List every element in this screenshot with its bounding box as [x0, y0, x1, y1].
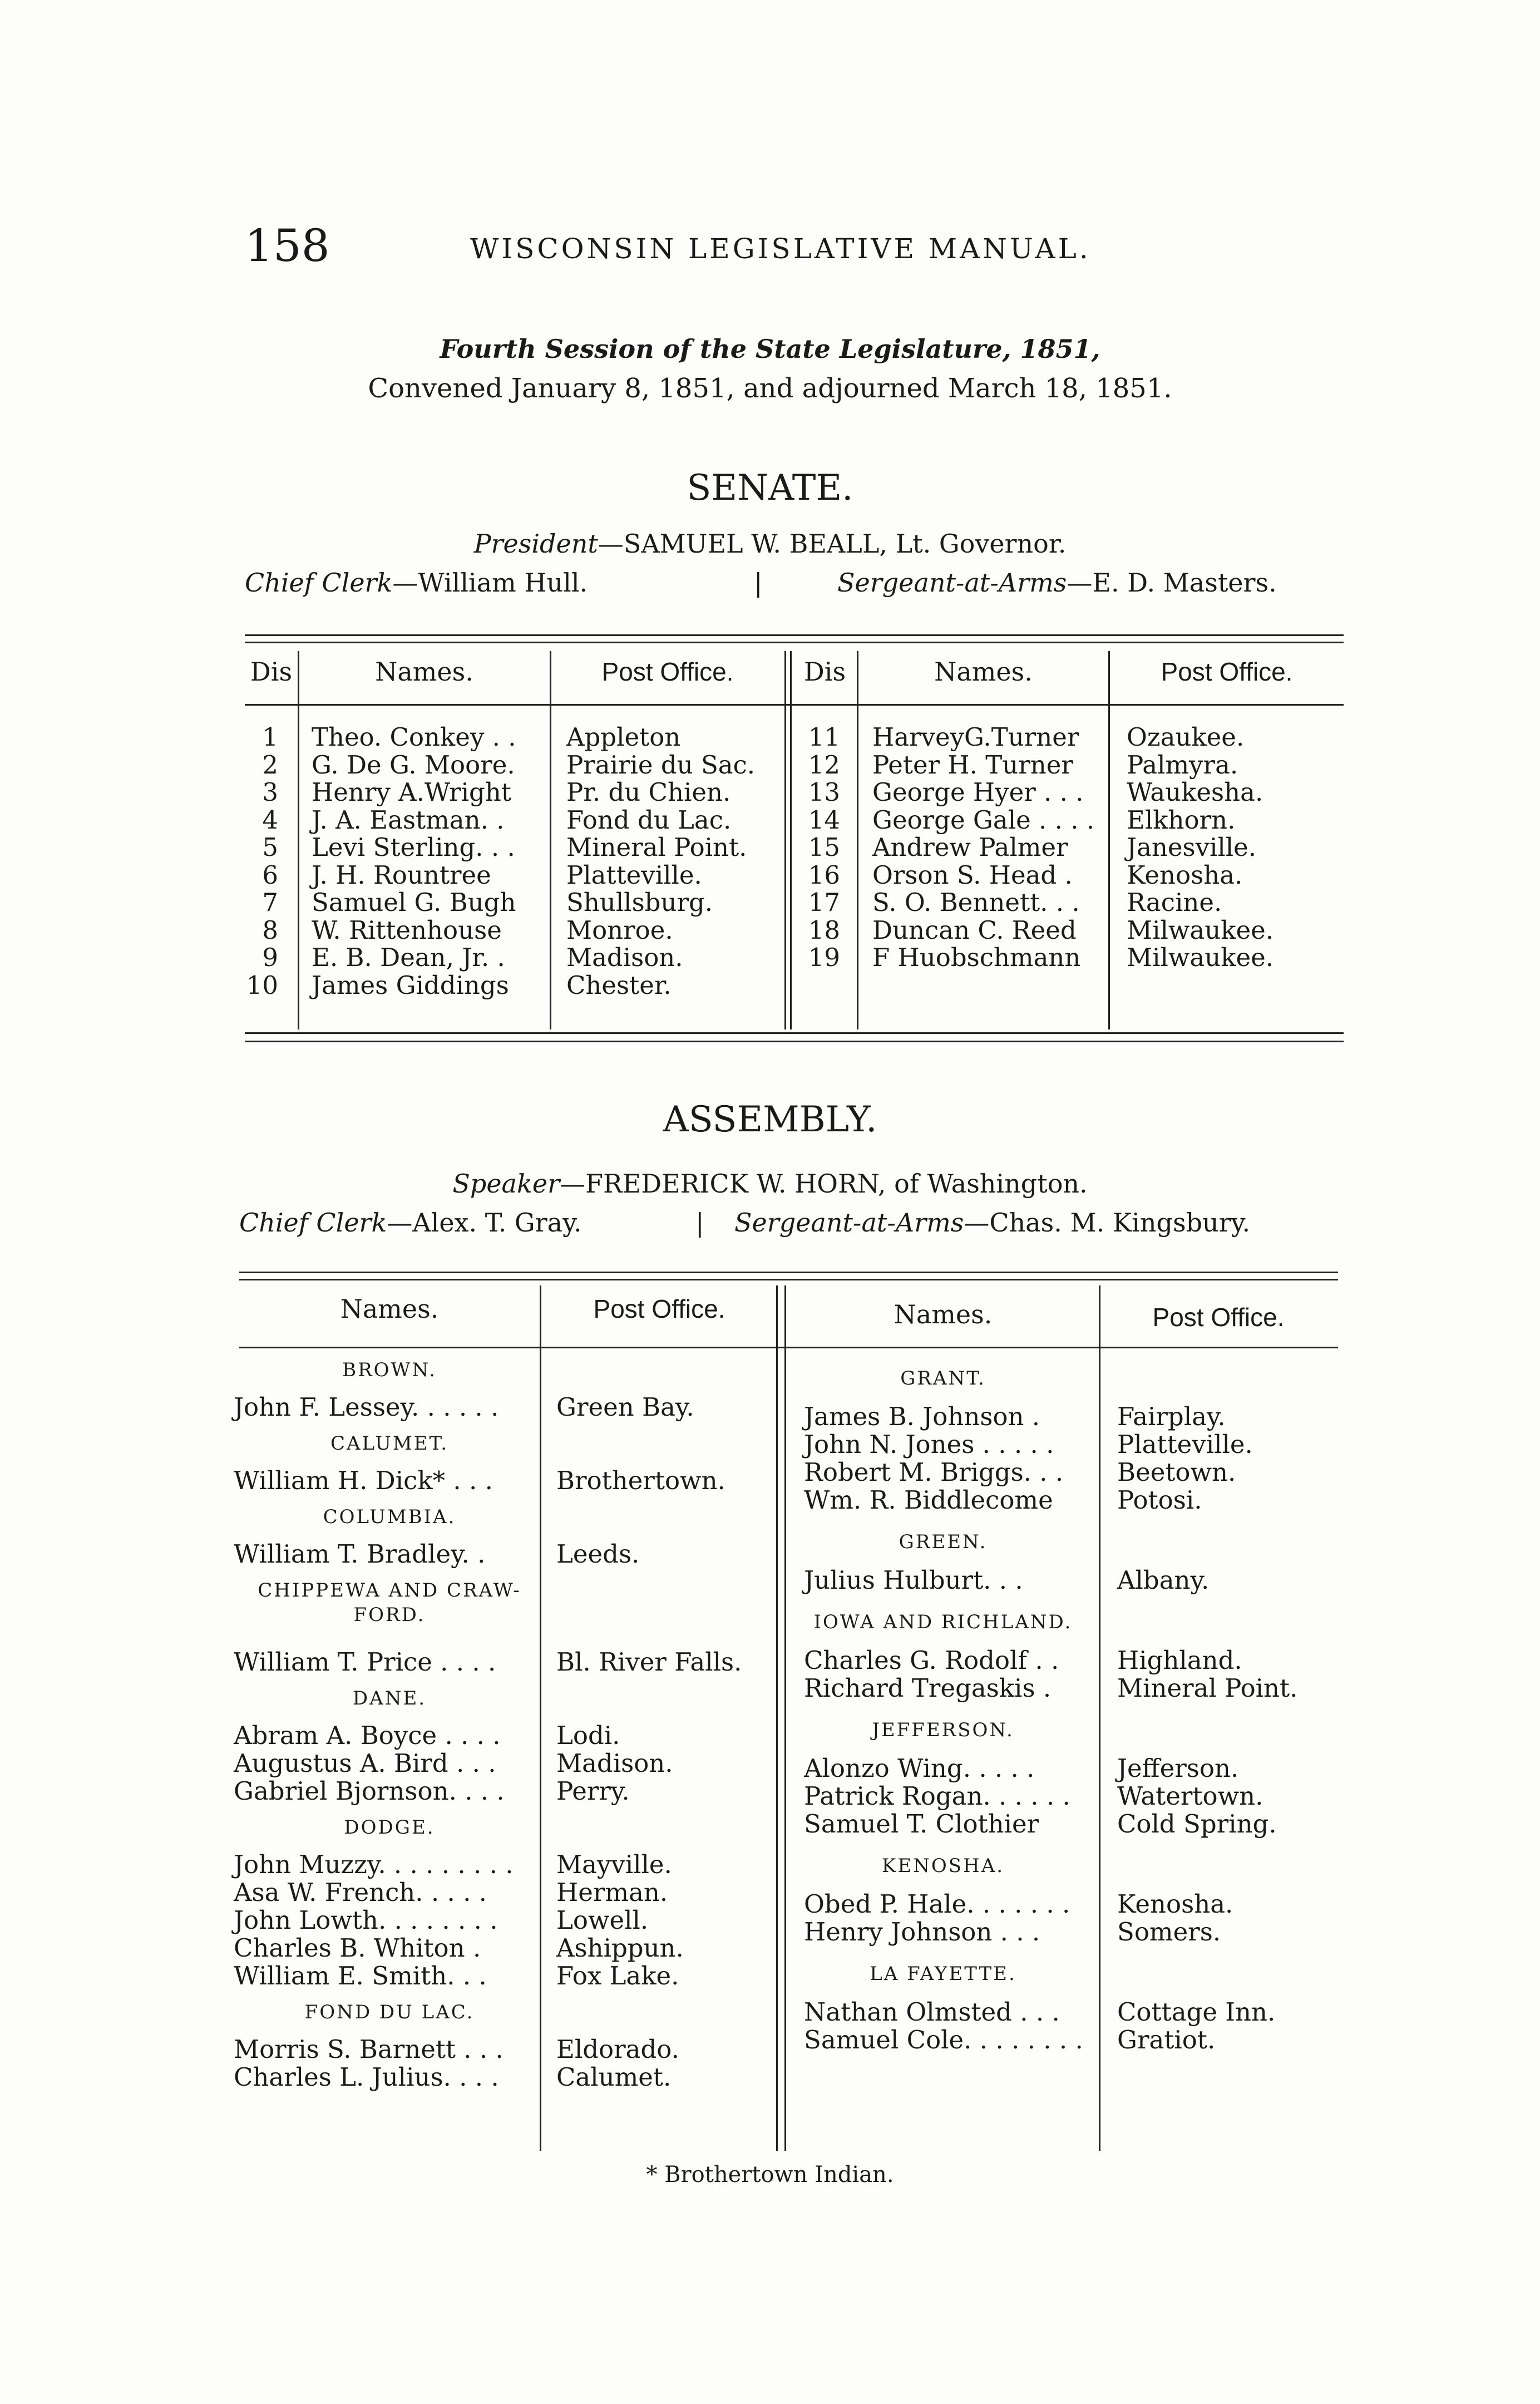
district-number: 1	[262, 722, 278, 752]
member-name: Julius Hulburt. . .	[804, 1565, 1023, 1595]
county-heading: IOWA AND RICHLAND.	[813, 1611, 1073, 1633]
sergeant-label: Sergeant-at-Arms	[734, 1208, 964, 1238]
officer-divider: |	[754, 568, 763, 598]
senator-post-office: Kenosha.	[1127, 860, 1243, 890]
senator-name: Peter H. Turner	[872, 750, 1073, 780]
county-heading: COLUMBIA.	[323, 1506, 456, 1528]
member-name: Robert M. Briggs. . .	[804, 1457, 1064, 1487]
senate-col-divider	[1108, 651, 1110, 1029]
senator-post-office: Janesville.	[1127, 832, 1257, 862]
member-post-office: Gratiot.	[1117, 2025, 1216, 2055]
member-post-office: Lodi.	[556, 1721, 620, 1750]
county-heading: CALUMET.	[330, 1432, 449, 1455]
district-number: 12	[808, 750, 840, 780]
member-post-office: Jefferson.	[1117, 1753, 1239, 1783]
district-number: 3	[262, 777, 278, 807]
member-post-office: Ashippun.	[556, 1933, 684, 1963]
sergeant-label: Sergeant-at-Arms	[837, 568, 1067, 598]
member-name: William E. Smith. . .	[234, 1961, 487, 1991]
senator-post-office: Elkhorn.	[1127, 805, 1236, 835]
session-dates: Convened January 8, 1851, and adjourned March 18, 1851.	[368, 373, 1172, 404]
member-name: Obed P. Hale. . . . . . .	[804, 1889, 1070, 1919]
senate-col-divider	[550, 651, 551, 1029]
senator-name: W. Rittenhouse	[312, 915, 502, 945]
senate-col-post: Post Office.	[601, 657, 734, 686]
member-name: Gabriel Bjornson. . . .	[234, 1776, 505, 1806]
member-name: Charles B. Whiton .	[234, 1933, 481, 1963]
member-name: Patrick Rogan. . . . . .	[804, 1781, 1070, 1811]
session-title: Fourth Session of the State Legislature, 1851,	[440, 334, 1100, 364]
sergeant-value: —E. D. Masters.	[1067, 568, 1277, 598]
member-post-office: Green Bay.	[556, 1392, 694, 1422]
district-number: 6	[262, 860, 278, 890]
speaker-value: —FREDERICK W. HORN, of Washington.	[560, 1169, 1088, 1199]
assembly-col-names-right: Names.	[894, 1299, 993, 1329]
assembly-sergeant-line	[734, 1208, 1250, 1238]
district-number: 2	[262, 750, 278, 780]
assembly-col-divider	[776, 1285, 778, 2151]
senator-name: Orson S. Head .	[872, 860, 1073, 890]
member-name: Wm. R. Biddlecome	[804, 1485, 1053, 1515]
member-post-office: Watertown.	[1117, 1781, 1263, 1811]
senator-post-office: Platteville.	[566, 860, 702, 890]
senate-col-dis: Dis	[250, 657, 293, 687]
assembly-col-names-left: Names.	[340, 1294, 439, 1324]
assembly-col-divider	[540, 1285, 541, 2151]
assembly-col-post-right: Post Office.	[1152, 1303, 1285, 1332]
member-name: Henry Johnson . . .	[804, 1917, 1040, 1947]
member-post-office: Mayville.	[556, 1850, 672, 1879]
senator-name: Duncan C. Reed	[872, 915, 1077, 945]
county-heading: GREEN.	[899, 1531, 988, 1553]
member-name: William T. Price . . . .	[234, 1647, 496, 1677]
senate-header-rule	[245, 704, 1344, 706]
member-name: Charles G. Rodolf . .	[804, 1646, 1059, 1675]
senator-post-office: Fond du Lac.	[566, 805, 732, 835]
county-heading: KENOSHA.	[881, 1855, 1005, 1877]
member-post-office: Lowell.	[556, 1905, 649, 1935]
member-name: John Lowth. . . . . . . .	[234, 1905, 498, 1935]
chief-clerk-label: Chief Clerk	[245, 568, 393, 598]
member-name: Morris S. Barnett . . .	[234, 2034, 504, 2064]
senator-name: George Gale . . . .	[872, 805, 1095, 835]
member-post-office: Calumet.	[556, 2062, 672, 2092]
senate-top-rule	[245, 634, 1344, 636]
senate-col-divider	[790, 651, 792, 1029]
senate-col-names: Names.	[934, 657, 1033, 687]
member-name: Augustus A. Bird . . .	[234, 1748, 496, 1778]
senator-name: G. De G. Moore.	[312, 750, 515, 780]
district-number: 16	[808, 860, 840, 890]
senator-post-office: Chester.	[566, 970, 672, 1000]
senator-post-office: Madison.	[566, 943, 683, 972]
senate-col-divider	[784, 651, 786, 1029]
district-number: 13	[808, 777, 840, 807]
member-post-office: Fairplay.	[1117, 1402, 1226, 1431]
senator-name: Theo. Conkey . .	[312, 722, 516, 752]
county-heading: LA FAYETTE.	[870, 1963, 1016, 1985]
member-name: John F. Lessey. . . . . .	[234, 1392, 499, 1422]
member-name: Samuel Cole. . . . . . . .	[804, 2025, 1083, 2055]
senator-name: S. O. Bennett. . .	[872, 888, 1080, 917]
senator-name: E. B. Dean, Jr. .	[312, 943, 505, 972]
member-name: Samuel T. Clothier	[804, 1809, 1039, 1839]
senator-name: Samuel G. Bugh	[312, 888, 516, 917]
district-number: 15	[808, 832, 840, 862]
member-post-office: Leeds.	[556, 1539, 640, 1569]
senate-col-divider	[298, 651, 299, 1029]
county-heading: FOND DU LAC.	[304, 2001, 475, 2023]
assembly-top-rule-2	[239, 1279, 1338, 1280]
county-heading: BROWN.	[342, 1359, 437, 1381]
senate-bottom-rule	[245, 1032, 1344, 1034]
senator-post-office: Palmyra.	[1127, 750, 1238, 780]
senate-col-post: Post Office.	[1161, 657, 1293, 686]
county-heading: CHIPPEWA AND CRAW-FORD.	[258, 1579, 521, 1626]
assembly-clerk-line	[239, 1208, 582, 1238]
member-name: John N. Jones . . . . .	[804, 1430, 1054, 1459]
member-post-office: Potosi.	[1117, 1485, 1202, 1515]
member-post-office: Beetown.	[1117, 1457, 1236, 1487]
senator-post-office: Prairie du Sac.	[566, 750, 756, 780]
assembly-col-divider	[1099, 1285, 1100, 2151]
member-name: Asa W. French. . . . .	[234, 1878, 487, 1907]
sergeant-value: —Chas. M. Kingsbury.	[964, 1208, 1251, 1238]
senator-name: George Hyer . . .	[872, 777, 1084, 807]
member-name: Alonzo Wing. . . . .	[804, 1753, 1035, 1783]
senator-post-office: Pr. du Chien.	[566, 777, 731, 807]
assembly-speaker-line	[0, 1169, 1540, 1199]
district-number: 10	[246, 970, 278, 1000]
officer-divider: |	[695, 1208, 704, 1238]
district-number: 9	[262, 943, 278, 972]
member-post-office: Madison.	[556, 1748, 673, 1778]
member-post-office: Kenosha.	[1117, 1889, 1233, 1919]
senator-name: Andrew Palmer	[872, 832, 1068, 862]
senator-name: James Giddings	[312, 970, 509, 1000]
page-number: 158	[245, 220, 330, 272]
senator-post-office: Waukesha.	[1127, 777, 1263, 807]
member-post-office: Cottage Inn.	[1117, 1997, 1276, 2027]
member-post-office: Herman.	[556, 1878, 668, 1907]
member-name: Charles L. Julius. . . .	[234, 2062, 499, 2092]
member-post-office: Cold Spring.	[1117, 1809, 1277, 1839]
member-post-office: Highland.	[1117, 1646, 1242, 1675]
member-name: William H. Dick* . . .	[234, 1466, 493, 1495]
assembly-title: ASSEMBLY.	[663, 1099, 877, 1140]
senator-post-office: Shullsburg.	[566, 888, 713, 917]
senate-sergeant-line	[837, 568, 1277, 598]
senator-name: J. A. Eastman. .	[312, 805, 505, 835]
member-post-office: Albany.	[1117, 1565, 1210, 1595]
senator-name: Henry A.Wright	[312, 777, 511, 807]
senate-top-rule-2	[245, 642, 1344, 643]
senate-bottom-rule-2	[245, 1041, 1344, 1042]
assembly-header-rule	[239, 1347, 1338, 1348]
district-number: 18	[808, 915, 840, 945]
senate-col-dis: Dis	[803, 657, 846, 687]
member-name: Abram A. Boyce . . . .	[234, 1721, 501, 1750]
senator-post-office: Racine.	[1127, 888, 1222, 917]
senate-col-names: Names.	[375, 657, 473, 687]
member-post-office: Brothertown.	[556, 1466, 725, 1495]
senator-name: Levi Sterling. . .	[312, 832, 515, 862]
assembly-col-divider	[784, 1285, 786, 2151]
senate-title: SENATE.	[687, 467, 853, 509]
president-value: —SAMUEL W. BEALL, Lt. Governor.	[598, 529, 1067, 559]
district-number: 17	[808, 888, 840, 917]
senator-post-office: Mineral Point.	[566, 832, 747, 862]
member-post-office: Platteville.	[1117, 1430, 1253, 1459]
chief-clerk-value: —William Hull.	[392, 568, 588, 598]
senate-clerk-line	[245, 568, 588, 598]
member-name: William T. Bradley. .	[234, 1539, 486, 1569]
district-number: 7	[262, 888, 278, 917]
member-post-office: Fox Lake.	[556, 1961, 679, 1991]
senator-post-office: Monroe.	[566, 915, 673, 945]
member-post-office: Mineral Point.	[1117, 1673, 1298, 1703]
district-number: 19	[808, 943, 840, 972]
footnote: * Brothertown Indian.	[646, 2162, 894, 2188]
chief-clerk-label: Chief Clerk	[239, 1208, 387, 1238]
senator-post-office: Appleton	[566, 722, 681, 752]
county-heading: JEFFERSON.	[872, 1719, 1014, 1741]
member-name: Richard Tregaskis .	[804, 1673, 1052, 1703]
assembly-top-rule	[239, 1272, 1338, 1273]
member-name: Nathan Olmsted . . .	[804, 1997, 1060, 2027]
senate-col-divider	[857, 651, 858, 1029]
senator-post-office: Milwaukee.	[1127, 943, 1274, 972]
senate-president-line	[0, 529, 1540, 559]
senator-name: HarveyG.Turner	[872, 722, 1079, 752]
senator-post-office: Ozaukee.	[1127, 722, 1245, 752]
president-label: President	[473, 529, 598, 559]
member-post-office: Eldorado.	[556, 2034, 679, 2064]
district-number: 14	[808, 805, 840, 835]
speaker-label: Speaker	[452, 1169, 560, 1199]
district-number: 4	[262, 805, 278, 835]
assembly-col-post-left: Post Office.	[593, 1294, 725, 1323]
county-heading: GRANT.	[900, 1367, 986, 1390]
senator-name: J. H. Rountree	[312, 860, 491, 890]
district-number: 8	[262, 915, 278, 945]
member-name: John Muzzy. . . . . . . . .	[234, 1850, 514, 1879]
member-post-office: Somers.	[1117, 1917, 1221, 1947]
member-name: James B. Johnson .	[804, 1402, 1040, 1431]
member-post-office: Bl. River Falls.	[556, 1647, 742, 1677]
county-heading: DODGE.	[344, 1816, 435, 1839]
district-number: 11	[808, 722, 840, 752]
county-heading: DANE.	[352, 1687, 427, 1710]
running-title: WISCONSIN LEGISLATIVE MANUAL.	[470, 233, 1091, 265]
senator-name: F Huobschmann	[872, 943, 1081, 972]
district-number: 5	[262, 832, 278, 862]
chief-clerk-value: —Alex. T. Gray.	[387, 1208, 582, 1238]
senator-post-office: Milwaukee.	[1127, 915, 1274, 945]
member-post-office: Perry.	[556, 1776, 630, 1806]
